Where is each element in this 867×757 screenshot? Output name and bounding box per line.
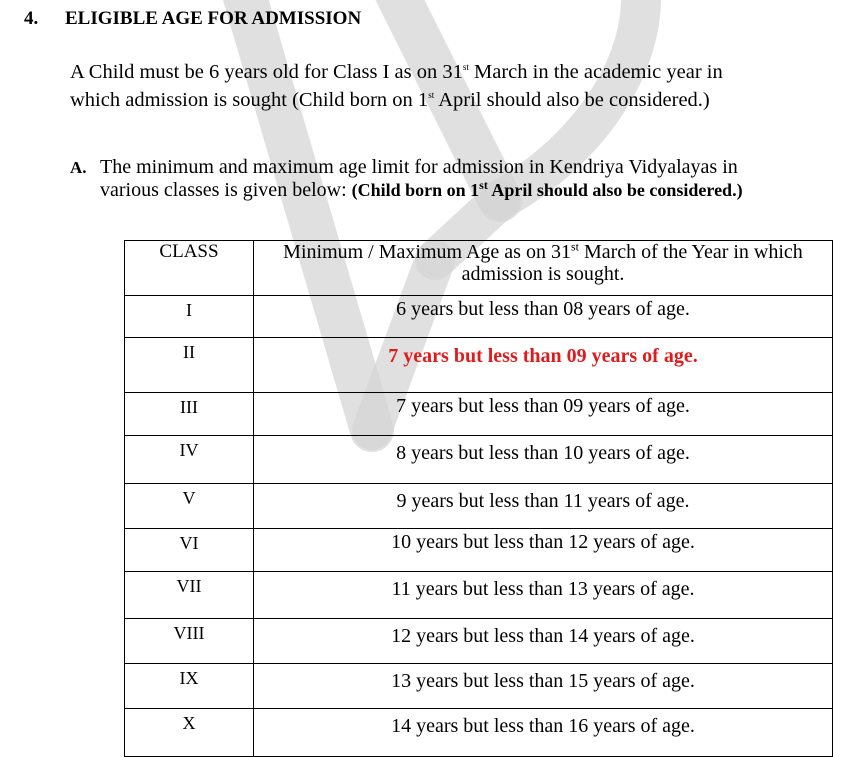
header-age-sup: st	[570, 239, 579, 254]
item-a	[70, 156, 760, 202]
age-cell: 6 years but less than 08 years of age.	[254, 296, 833, 338]
intro-sup-1: st	[462, 62, 469, 73]
class-cell: VIII	[125, 619, 254, 664]
class-cell: VII	[125, 572, 254, 619]
class-cell: III	[125, 393, 254, 436]
header-age	[254, 241, 833, 296]
item-a-note-sup: st	[479, 178, 488, 192]
item-a-note	[352, 180, 743, 200]
class-cell: IX	[125, 664, 254, 709]
table-row	[125, 619, 833, 664]
header-age-text-1: Minimum / Maximum Age as on 31	[283, 241, 571, 263]
header-age-text-2: March of the Year in which admission is sought.	[461, 241, 803, 285]
class-cell: VI	[125, 529, 254, 572]
section-title: ELIGIBLE AGE FOR ADMISSION	[65, 8, 362, 29]
class-cell: II	[125, 338, 254, 393]
item-a-note-2: April should also be considered.)	[487, 180, 743, 200]
intro-text-2: March in the academic year in which admission is sought (Child born on 1	[70, 61, 723, 111]
intro-text-1: A Child must be 6 years old for Class I as on 31	[70, 61, 463, 83]
age-cell: 8 years but less than 10 years of age.	[254, 436, 833, 484]
intro-sup-2: st	[428, 90, 435, 101]
table-row	[125, 296, 833, 338]
class-cell: V	[125, 484, 254, 529]
table-row	[125, 338, 833, 393]
table-row	[125, 393, 833, 436]
age-cell: 9 years but less than 11 years of age.	[254, 484, 833, 529]
item-a-body	[100, 156, 760, 202]
age-cell: 12 years but less than 14 years of age.	[254, 619, 833, 664]
age-cell: 14 years but less than 16 years of age.	[254, 709, 833, 757]
item-a-note-1: (Child born on 1	[351, 180, 480, 200]
section-number: 4.	[24, 8, 39, 29]
table-row	[125, 529, 833, 572]
age-cell: 11 years but less than 13 years of age.	[254, 572, 833, 619]
item-a-text: The minimum and maximum age limit for admission in Kendriya Vidyalayas in various classes is given below:	[100, 156, 738, 201]
class-cell: X	[125, 709, 254, 757]
table-header-row	[125, 241, 833, 296]
age-cell-highlighted	[254, 338, 833, 393]
section-heading	[24, 8, 361, 30]
class-cell: I	[125, 296, 254, 338]
table-row	[125, 572, 833, 619]
intro-paragraph	[70, 58, 760, 114]
age-cell: 10 years but less than 12 years of age.	[254, 529, 833, 572]
age-cell: 13 years but less than 15 years of age.	[254, 664, 833, 709]
table-row	[125, 436, 833, 484]
table-row	[125, 709, 833, 757]
age-limit-table	[124, 240, 833, 757]
intro-text-3: April should also be considered.)	[434, 89, 710, 111]
age-cell: 7 years but less than 09 years of age.	[254, 393, 833, 436]
table-row	[125, 664, 833, 709]
highlighted-age-text: 7 years but less than 09 years of age.	[388, 345, 698, 367]
class-cell: IV	[125, 436, 254, 484]
table-row	[125, 484, 833, 529]
header-class: CLASS	[125, 241, 254, 296]
item-a-letter: A.	[70, 158, 87, 177]
